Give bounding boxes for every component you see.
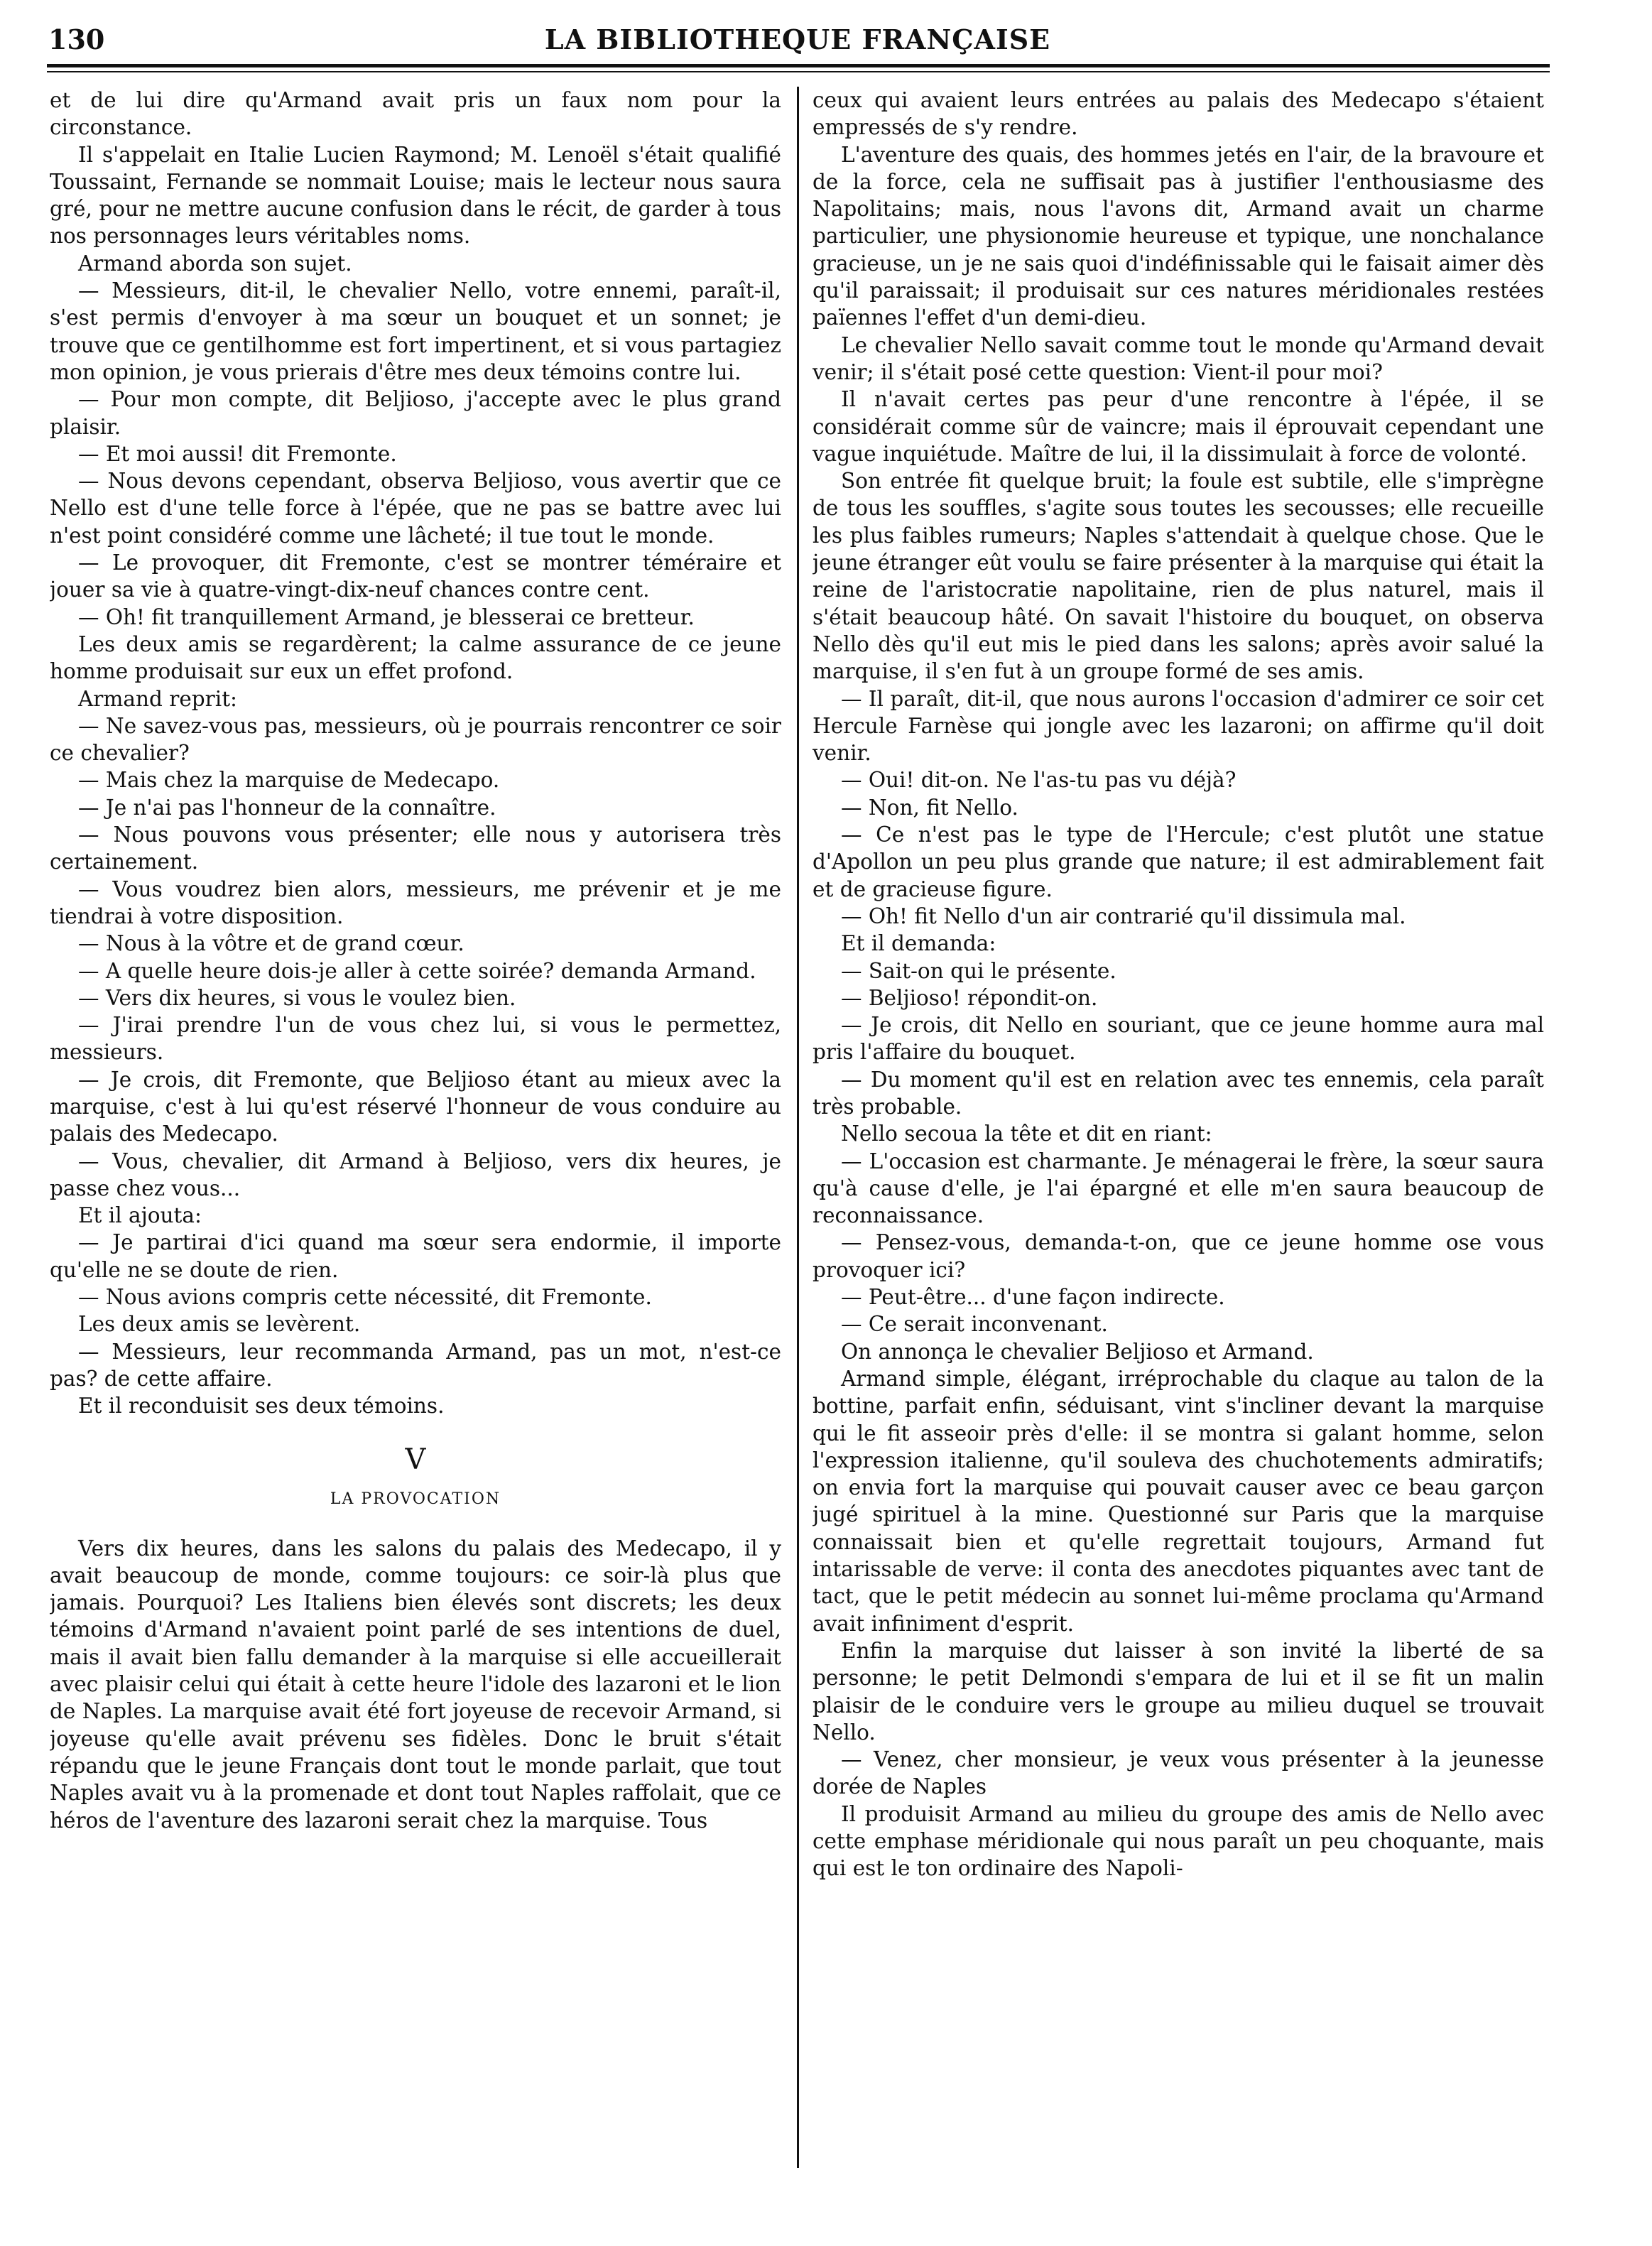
paragraph: Il n'avait certes pas peur d'une rencontre à l'épée, il se considérait comme sûr de vaincre; mais il éprouvait cependant une vague inquiétude. Maître de lui, il la dissimulait à force de volonté. (813, 387, 1544, 466)
paragraph: — Beljioso! répondit-on. (841, 985, 1098, 1010)
paragraph: — Du moment qu'il est en relation avec tes ennemis, cela paraît très probable. (813, 1067, 1544, 1119)
paragraph: — Oui! dit-on. Ne l'as-tu pas vu déjà? (841, 768, 1237, 793)
paragraph: — Je n'ai pas l'honneur de la connaître. (78, 795, 496, 820)
paragraph: — Pensez-vous, demanda-t-on, que ce jeune homme ose vous provoquer ici? (813, 1230, 1544, 1282)
paragraph: Il s'appelait en Italie Lucien Raymond; M. Lenoël s'était qualifié Toussaint, Fernande se nommait Louise; mais le lecteur nous saura gré, pour ne mettre aucune confusion dans le récit, de garder à tous nos personnages leurs véritables noms. (50, 142, 781, 249)
paragraph: — Messieurs, dit-il, le chevalier Nello, votre ennemi, paraît-il, s'est permis d'envoyer à ma sœur un bouquet et un sonnet; je trouve que ce gentilhomme est fort impertinent, et si vous partagiez mon opinion, je vous prierais d'être mes deux témoins contre lui. (50, 278, 781, 384)
paragraph: — Vous, chevalier, dit Armand à Beljioso, vers dix heures, je passe chez vous... (50, 1149, 781, 1200)
paragraph: — Vers dix heures, si vous le voulez bien. (78, 985, 516, 1010)
paragraph: — J'irai prendre l'un de vous chez lui, si vous le permettez, messieurs. (50, 1013, 781, 1065)
paragraph: — Je crois, dit Nello en souriant, que ce jeune homme aura mal pris l'affaire du bouquet. (813, 1013, 1544, 1065)
paragraph: Armand reprit: (78, 686, 238, 711)
paragraph: — Peut-être... d'une façon indirecte. (841, 1285, 1225, 1310)
paragraph: — Mais chez la marquise de Medecapo. (78, 768, 500, 793)
paragraph: Armand simple, élégant, irréprochable du claque au talon de la bottine, parfait enfin, séduisant, vint s'incliner devant la marquise qui le fit asseoir près d'elle: il se montra si galant homme, selon l'expression italienne, qu'il souleva des chuchotements admiratifs; on envia fort la marquise qui pouvait causer avec ce beau garçon jugé spirituel à la mine. Questionné sur Paris que la marquise connaissait bien et qu'elle regrettait toujours, Armand fut intarissable de verve: il conta des anecdotes piquantes avec tant de tact, que le petit médecin au sonnet lui-même proclama qu'Armand avait infiniment d'esprit. (813, 1366, 1544, 1636)
column-divider (797, 87, 799, 2168)
paragraph: Nello secoua la tête et dit en riant: (841, 1122, 1212, 1146)
paragraph: On annonça le chevalier Beljioso et Armand. (841, 1339, 1314, 1364)
paragraph: — Ce n'est pas le type de l'Hercule; c'est plutôt une statue d'Apollon un peu plus grande que nature; il est admirablement fait et de gracieuse figure. (813, 823, 1544, 901)
paragraph: Vers dix heures, dans les salons du palais des Medecapo, il y avait beaucoup de monde, comme toujours: ce soir-là plus que jamais. Pourquoi? Les Italiens bien élevés sont discrets; les deux témoins d'Armand n'avaient point parlé de ses intentions de duel, mais il avait bien fallu demander à la marquise si elle accueillerait avec plaisir celui qui était à cette heure l'idole des lazaroni et le lion de Naples. La marquise avait été fort joyeuse de recevoir Armand, si joyeuse qu'elle avait prévenu ses fidèles. Donc le bruit s'était répandu que le jeune Français dont tout le monde parlait, que tout Naples avait vu à la promenade et dont tout Naples raffolait, que ce héros de l'aventure des lazaroni serait chez la marquise. Tous (50, 1536, 781, 1833)
header-rule-thick (47, 64, 1550, 67)
right-column-paragraphs (813, 87, 1544, 1882)
paragraph: — Nous devons cependant, observa Beljioso, vous avertir que ce Nello est d'une telle force à l'épée, que ne pas se battre avec lui n'est point considéré comme une lâcheté; il tue tout le monde. (50, 469, 781, 548)
paragraph: — Messieurs, leur recommanda Armand, pas un mot, n'est-ce pas? de cette affaire. (50, 1339, 781, 1391)
paragraph: — Sait-on qui le présente. (841, 958, 1116, 983)
paragraph: — Et moi aussi! dit Fremonte. (78, 441, 397, 466)
paragraph: — Je partirai d'ici quand ma sœur sera endormie, il importe qu'elle ne se doute de rien. (50, 1230, 781, 1282)
page-header (48, 21, 1547, 58)
chapter-title: LA PROVOCATION (330, 1490, 501, 1508)
paragraph: — A quelle heure dois-je aller à cette soirée? demanda Armand. (78, 958, 756, 983)
paragraph: — Vous voudrez bien alors, messieurs, me prévenir et je me tiendrai à votre disposition. (50, 877, 781, 928)
paragraph: ceux qui avaient leurs entrées au palais des Medecapo s'étaient empressés de s'y rendre. (813, 88, 1544, 140)
paragraph: — Ce serait inconvenant. (841, 1312, 1108, 1337)
paragraph: Il produisit Armand au milieu du groupe des amis de Nello avec cette emphase méridionale qui nous paraît un peu choquante, mais qui est le ton ordinaire des Napoli- (813, 1801, 1544, 1881)
paragraph: Les deux amis se regardèrent; la calme assurance de ce jeune homme produisait sur eux un effet profond. (50, 631, 781, 684)
paragraph: — Je crois, dit Fremonte, que Beljioso étant au mieux avec la marquise, c'est à lui qu'est réservé l'honneur de vous conduire au palais des Medecapo. (50, 1067, 781, 1146)
paragraph: — Oh! fit tranquillement Armand, je blesserai ce bretteur. (78, 604, 695, 629)
paragraph: — Pour mon compte, dit Beljioso, j'accepte avec le plus grand plaisir. (50, 387, 781, 439)
paragraph: Les deux amis se levèrent. (78, 1312, 361, 1337)
paragraph: Et il ajouta: (78, 1203, 202, 1228)
paragraph: Armand aborda son sujet. (78, 251, 352, 276)
paragraph: — Ne savez-vous pas, messieurs, où je pourrais rencontrer ce soir ce chevalier? (50, 713, 781, 766)
right-column (813, 87, 1544, 2210)
paragraph: Et il demanda: (841, 931, 996, 956)
left-column (50, 87, 781, 2210)
paragraph: — Non, fit Nello. (841, 795, 1018, 820)
paragraph: Et il reconduisit ses deux témoins. (78, 1394, 445, 1418)
page-number: 130 (48, 23, 105, 55)
left-column-paragraphs (50, 87, 781, 1420)
journal-title: LA BIBLIOTHEQUE FRANÇAISE (544, 23, 1051, 55)
paragraph: — Oh! fit Nello d'un air contrarié qu'il dissimula mal. (841, 904, 1406, 928)
paragraph: — L'occasion est charmante. Je ménagerai le frère, la sœur saura qu'à cause d'elle, je l'ai épargné et elle m'en saura beaucoup de reconnaissance. (813, 1149, 1544, 1228)
paragraph: et de lui dire qu'Armand avait pris un faux nom pour la circonstance. (50, 88, 781, 140)
chapter-number: V (405, 1443, 426, 1476)
paragraph: Enfin la marquise dut laisser à son invité la liberté de sa personne; le petit Delmondi s'empara de lui et il se fit un malin plaisir de le conduire vers le groupe au milieu duquel se trouvait Nello. (813, 1638, 1544, 1745)
paragraph: — Nous pouvons vous présenter; elle nous y autorisera très certainement. (50, 823, 781, 874)
header-rule-thin (47, 71, 1550, 72)
paragraph: — Nous à la vôtre et de grand cœur. (78, 931, 464, 956)
paragraph: Son entrée fit quelque bruit; la foule est subtile, elle s'imprègne de tous les souffles, s'agite sous toutes les secousses; elle recueille les plus faibles rumeurs; Naples s'attendait à quelque chose. Que le jeune étranger eût voulu se faire présenter à la marquise qui était la reine de l'aristocratie napolitaine, rien de plus naturel, mais il s'était beaucoup hâté. On savait l'histoire du bouquet, on observa Nello dès qu'il eut mis le pied dans les salons; après avoir salué la marquise, il s'en fut à un groupe formé de ses amis. (813, 469, 1544, 684)
paragraph: — Le provoquer, dit Fremonte, c'est se montrer téméraire et jouer sa vie à quatre-vingt-dix-neuf chances contre cent. (50, 550, 781, 602)
paragraph: — Venez, cher monsieur, je veux vous présenter à la jeunesse dorée de Naples (813, 1747, 1544, 1799)
left-column-chapter-text (50, 1535, 781, 1834)
paragraph: Le chevalier Nello savait comme tout le monde qu'Armand devait venir; il s'était posé cette question: Vient-il pour moi? (813, 332, 1544, 384)
paragraph: L'aventure des quais, des hommes jetés en l'air, de la bravoure et de la force, cela ne suffisait pas à justifier l'enthousiasme des Napolitains; mais, nous l'avons dit, Armand avait un charme particulier, une physionomie heureuse et typique, une nonchalance gracieuse, un je ne sais quoi d'indéfinissable qui le faisait aimer dès qu'il paraissait; il produisait sur ces natures méridionales restées païennes l'effet d'un demi-dieu. (813, 142, 1544, 330)
paragraph: — Il paraît, dit-il, que nous aurons l'occasion d'admirer ce soir cet Hercule Farnèse qui jongle avec les lazaroni; on affirme qu'il doit venir. (813, 686, 1544, 766)
paragraph: — Nous avions compris cette nécessité, dit Fremonte. (78, 1285, 652, 1310)
